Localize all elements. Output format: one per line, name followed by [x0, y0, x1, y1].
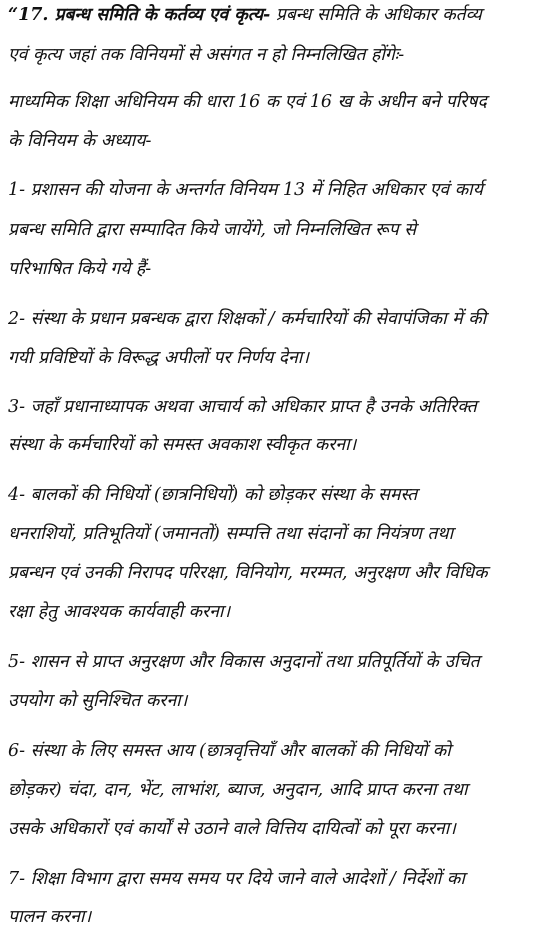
section-heading: “17. प्रबन्ध समिति के कर्तव्य एवं कृत्य-: [8, 5, 271, 25]
heading-line-2: एवं कृत्य जहां तक विनियमों से असंगत न हो निम्नलिखित होंगेः-: [8, 45, 405, 65]
item-2-line-1: 2- संस्था के प्रधान प्रबन्धक द्वारा शिक्षकों / कर्मचारियों की सेवापंजिका में की: [8, 309, 487, 329]
item-1-line-1: 1- प्रशासन की योजना के अन्तर्गत विनियम 13 में निहित अधिकार एवं कार्य: [8, 180, 483, 200]
item-7-line-2: पालन करना।: [8, 907, 92, 927]
item-1-line-3: परिभाषित किये गये हैं-: [8, 259, 152, 279]
intro-line-2: के विनियम के अध्याय-: [8, 131, 152, 151]
item-7-line-1: 7- शिक्षा विभाग द्वारा समय समय पर दिये जाने वाले आदेशों / निर्देशों का: [8, 869, 465, 889]
item-3-line-2: संस्था के कर्मचारियों को समस्त अवकाश स्वीकृत करना।: [8, 435, 357, 455]
item-6-line-1: 6- संस्था के लिए समस्त आय (छात्रवृत्तियॉं और बालकों की निधियों को: [8, 741, 451, 761]
item-6-line-3: उसके अधिकारों एवं कार्यों से उठाने वाले वित्तिय दायित्वों को पूरा करना।: [8, 819, 456, 839]
heading-line-1: [8, 2, 540, 28]
item-4-line-3: प्रबन्धन एवं उनकी निरापद परिरक्षा, विनियोग, मरम्मत, अनुरक्षण और विधिक: [8, 563, 488, 583]
item-4-line-4: रक्षा हेतु आवश्यक कार्यवाही करना।: [8, 602, 231, 622]
heading-text: प्रबन्ध समिति के अधिकार कर्तव्य: [270, 5, 482, 25]
item-6-line-2: छोड़कर) चंदा, दान, भेंट, लाभांश, ब्याज, अनुदान, आदि प्राप्त करना तथा: [8, 780, 468, 800]
item-2-line-2: गयी प्रविष्टियों के विरूद्ध अपीलों पर निर्णय देना।: [8, 348, 309, 368]
item-5-line-1: 5- शासन से प्राप्त अनुरक्षण और विकास अनुदानों तथा प्रतिपूर्तियों के उचित: [8, 652, 480, 672]
intro-line-1: माध्यमिक शिक्षा अधिनियम की धारा 16 क एवं 16 ख के अधीन बने परिषद: [8, 92, 487, 112]
item-4-line-2: धनराशियों, प्रतिभूतियों (जमानतों) सम्पत्ति तथा संदानों का नियंत्रण तथा: [8, 524, 454, 544]
item-1-line-2: प्रबन्ध समिति द्वारा सम्पादित किये जायेंगे, जो निम्नलिखित रूप से: [8, 220, 417, 240]
item-5-line-2: उपयोग को सुनिश्चित करना।: [8, 691, 188, 711]
item-4-line-1: 4- बालकों की निधियों (छात्रनिधियों) को छोड़कर संस्था के समस्त: [8, 485, 418, 505]
item-3-line-1: 3- जहॉं प्रधानाध्यापक अथवा आचार्य को अधिकार प्राप्त है उनके अतिरिक्त: [8, 397, 477, 417]
